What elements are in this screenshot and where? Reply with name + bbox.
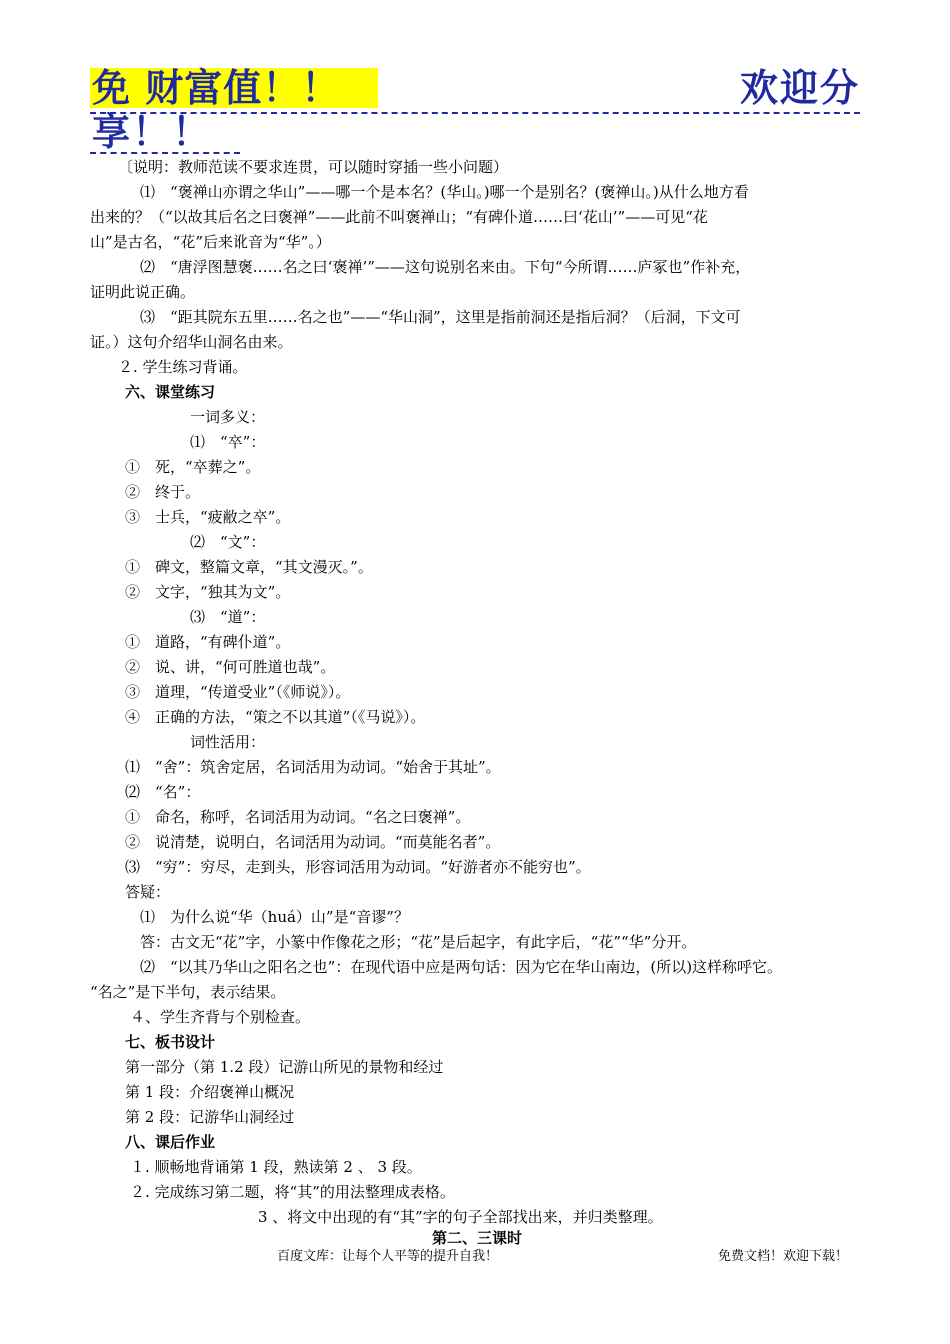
usage-item: ① 命名，称呼，名词活用为动词。“名之曰褒禅”。 <box>125 808 471 826</box>
board-line: 第 1 段：介绍褒禅山概况 <box>125 1083 295 1101</box>
meaning-item: ② 文字，“独其为文”。 <box>125 583 291 601</box>
meaning-item: ③ 士兵，“疲敝之卒”。 <box>125 508 291 526</box>
paragraph-line: 证明此说正确。 <box>90 283 196 301</box>
banner-line-1 <box>90 64 860 114</box>
list-item: ４、学生齐背与个别检查。 <box>130 1008 311 1026</box>
meaning-item: ① 死，“卒葬之”。 <box>125 458 261 476</box>
paragraph-line: ⑵ “唐浮图慧褒……名之曰‘褒禅’”——这句说别名来由。下句“今所谓……庐冢也”作补充， <box>140 258 751 276</box>
question-item: ⑵ “以其乃华山之阳名之也”：在现代语中应是两句话：因为它在华山南边，(所以)这样称呼它。 <box>140 958 783 976</box>
answer-item: 答：古文无“花”字，小篆中作像花之形；“花”是后起字，有此字后，“花”“华”分开。 <box>140 933 697 951</box>
homework-item: ２. 完成练习第二题，将“其”的用法整理成表格。 <box>130 1183 455 1201</box>
homework-item: １. 顺畅地背诵第 1 段，熟读第 2 、 3 段。 <box>130 1158 422 1176</box>
section-heading-board: 七、板书设计 <box>125 1033 216 1051</box>
usage-item: ⑴ “舍”：筑舍定居，名词活用为动词。“始舍于其址”。 <box>125 758 501 776</box>
footer-right: 免费文档！欢迎下载！ <box>718 1249 849 1264</box>
answer-item: “名之”是下半句，表示结果。 <box>90 983 286 1001</box>
word-item: ⑶ “道”： <box>190 608 266 626</box>
paragraph-line: 山”是古名，“花”后来讹音为“华”。） <box>90 233 331 251</box>
meaning-item: ② 终于。 <box>125 483 201 501</box>
promo-banner <box>90 64 860 156</box>
section-heading-practice: 六、课堂练习 <box>125 383 216 401</box>
question-item: ⑴ 为什么说“华（huá）山”是“音谬”？ <box>140 908 409 926</box>
meaning-item: ③ 道理，“传道受业”（《师说》）。 <box>125 683 351 701</box>
word-item: ⑴ “卒”： <box>190 433 266 451</box>
usage-item: ② 说清楚，说明白，名词活用为动词。“而莫能名者”。 <box>125 833 501 851</box>
banner-text-left: 免 财富值！！ <box>92 66 341 110</box>
word-item: ⑵ “文”： <box>190 533 266 551</box>
subheading: 一词多义： <box>190 408 266 426</box>
paragraph-line: ⑶ “距其院东五里……名之也”——“华山洞”，这里是指前洞还是指后洞？（后洞，下文可 <box>140 308 741 326</box>
meaning-item: ④ 正确的方法，“策之不以其道”（《马说》）。 <box>125 708 426 726</box>
meaning-item: ① 道路，“有碑仆道”。 <box>125 633 291 651</box>
footer-left: 百度文库：让每个人平等的提升自我！ <box>277 1249 499 1264</box>
board-line: 第 2 段：记游华山洞经过 <box>125 1108 295 1126</box>
board-line: 第一部分（第 1.2 段）记游山所见的景物和经过 <box>125 1058 444 1076</box>
paragraph-line: 证。）这句介绍华山洞名由来。 <box>90 333 293 351</box>
paragraph-line: 出来的？（“以故其后名之曰褒禅”——此前不叫褒禅山；“有碑仆道……曰‘花山’”——可见“花 <box>90 208 708 226</box>
usage-item: ⑶ “穷”：穷尽，走到头，形容词活用为动词。“好游者亦不能穷也”。 <box>125 858 591 876</box>
section-heading-homework: 八、课后作业 <box>125 1133 216 1151</box>
list-item: ２. 学生练习背诵。 <box>118 358 248 376</box>
note-line: 〔说明：教师范读不要求连贯，可以随时穿插一些小问题） <box>118 158 509 176</box>
usage-item: ⑵ “名”： <box>125 783 201 801</box>
subheading: 词性活用： <box>190 733 266 751</box>
banner-line-2 <box>90 112 240 154</box>
banner-text-continued: 享！！ <box>92 110 213 154</box>
meaning-item: ① 碑文，整篇文章，“其文漫灭。”。 <box>125 558 373 576</box>
paragraph-line: ⑴ “褒禅山亦谓之华山”——哪一个是本名？(华山。)哪一个是别名？(褒禅山。)从什么地方看 <box>140 183 749 201</box>
meaning-item: ② 说、讲，“何可胜道也哉”。 <box>125 658 336 676</box>
subheading: 答疑： <box>125 883 171 901</box>
homework-item: 3 、将文中出现的有“其”字的句子全部找出来，并归类整理。 <box>258 1208 663 1226</box>
section-heading-next: 第二、三课时 <box>432 1229 523 1247</box>
banner-text-right: 欢迎分 <box>739 66 860 110</box>
